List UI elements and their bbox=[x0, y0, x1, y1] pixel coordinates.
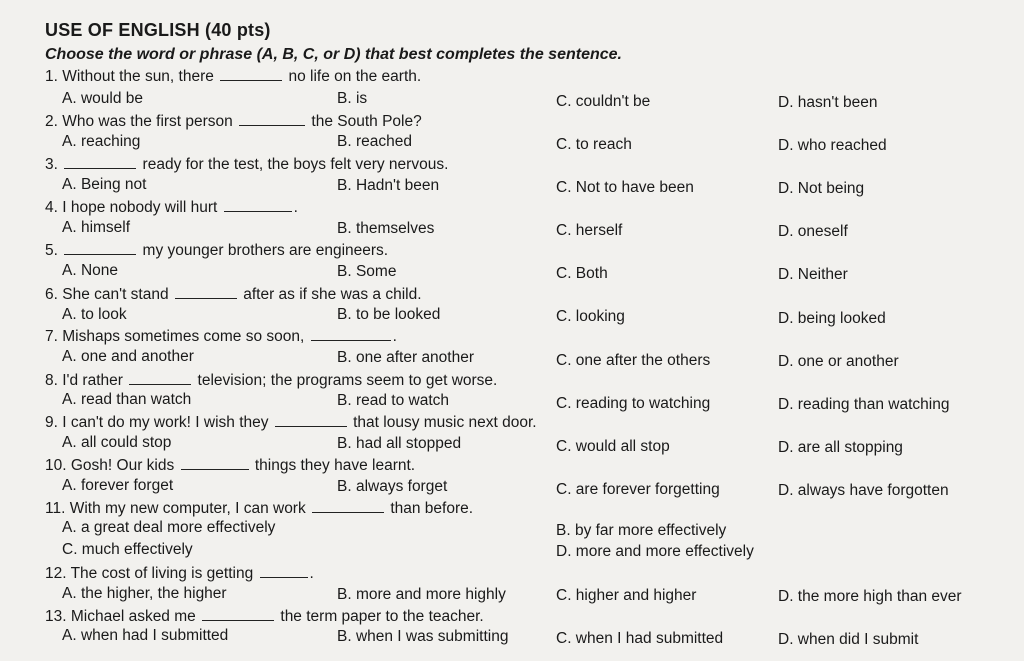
option-d: D. being looked bbox=[778, 310, 886, 327]
instructions: Choose the word or phrase (A, B, C, or D) that best completes the sentence. bbox=[45, 46, 622, 63]
option-a: A. to look bbox=[62, 306, 127, 323]
question-8: 8. I'd rather television; the programs seem to get worse. bbox=[45, 372, 498, 389]
option-b: B. by far more effectively bbox=[556, 522, 727, 539]
option-a: A. Being not bbox=[62, 176, 147, 193]
option-c: C. Not to have been bbox=[556, 179, 694, 196]
option-d: D. the more high than ever bbox=[778, 588, 962, 605]
question-6: 6. She can't stand after as if she was a child. bbox=[45, 286, 422, 303]
answer-blank bbox=[275, 412, 347, 427]
answer-blank bbox=[220, 66, 282, 81]
option-a: A. a great deal more effectively bbox=[62, 519, 276, 536]
option-c: C. higher and higher bbox=[556, 587, 697, 604]
option-c: C. when I had submitted bbox=[556, 630, 724, 647]
option-b: B. always forget bbox=[337, 478, 448, 495]
option-b: B. reached bbox=[337, 133, 412, 150]
answer-blank bbox=[175, 284, 237, 299]
question-5: 5. my younger brothers are engineers. bbox=[45, 242, 389, 259]
answer-blank bbox=[129, 370, 191, 385]
answer-blank bbox=[260, 563, 308, 578]
option-c: C. Both bbox=[556, 265, 608, 282]
option-b: B. Hadn't been bbox=[337, 177, 440, 194]
option-a: A. forever forget bbox=[62, 477, 174, 494]
option-c: C. would all stop bbox=[556, 438, 670, 455]
answer-blank bbox=[64, 154, 136, 169]
option-a: A. when had I submitted bbox=[62, 627, 229, 644]
option-d: D. always have forgotten bbox=[778, 482, 949, 499]
question-9: 9. I can't do my work! I wish they that lousy music next door. bbox=[45, 414, 537, 431]
answer-blank bbox=[181, 455, 249, 470]
option-c: C. herself bbox=[556, 222, 623, 239]
option-c: C. one after the others bbox=[556, 352, 711, 369]
option-a: A. all could stop bbox=[62, 434, 172, 451]
option-d: D. who reached bbox=[778, 137, 887, 154]
option-b: B. read to watch bbox=[337, 392, 450, 409]
option-a: A. one and another bbox=[62, 348, 194, 365]
option-c: C. are forever forgetting bbox=[556, 481, 720, 498]
option-d: D. more and more effectively bbox=[556, 543, 754, 560]
answer-blank bbox=[224, 197, 292, 212]
answer-blank bbox=[64, 240, 136, 255]
option-b: B. more and more highly bbox=[337, 586, 506, 603]
question-7: 7. Mishaps sometimes come so soon, . bbox=[45, 328, 397, 345]
option-c: C. looking bbox=[556, 308, 625, 325]
option-b: B. Some bbox=[337, 263, 397, 280]
option-d: D. oneself bbox=[778, 223, 848, 240]
option-d: D. Neither bbox=[778, 266, 848, 283]
option-a: A. himself bbox=[62, 219, 131, 236]
option-d: D. reading than watching bbox=[778, 396, 950, 413]
option-b: B. when I was submitting bbox=[337, 628, 509, 645]
section-title: USE OF ENGLISH (40 pts) bbox=[45, 20, 271, 40]
option-c: C. reading to watching bbox=[556, 395, 711, 412]
option-c: C. much effectively bbox=[62, 541, 193, 558]
option-b: B. to be looked bbox=[337, 306, 441, 323]
option-b: B. had all stopped bbox=[337, 435, 462, 452]
option-a: A. read than watch bbox=[62, 391, 192, 408]
question-10: 10. Gosh! Our kids things they have learnt. bbox=[45, 457, 416, 474]
question-12: 12. The cost of living is getting . bbox=[45, 565, 314, 582]
option-a: A. reaching bbox=[62, 133, 141, 150]
option-b: B. is bbox=[337, 90, 368, 107]
answer-blank bbox=[312, 498, 384, 513]
question-13: 13. Michael asked me the term paper to the teacher. bbox=[45, 608, 484, 625]
question-3: 3. ready for the test, the boys felt very nervous. bbox=[45, 156, 449, 173]
option-a: A. would be bbox=[62, 90, 143, 107]
question-11: 11. With my new computer, I can work than before. bbox=[45, 500, 474, 517]
question-1: 1. Without the sun, there no life on the earth. bbox=[45, 68, 422, 85]
option-d: D. hasn't been bbox=[778, 94, 878, 111]
option-d: D. one or another bbox=[778, 353, 899, 370]
option-d: D. Not being bbox=[778, 180, 865, 197]
option-b: B. one after another bbox=[337, 349, 475, 366]
option-d: D. when did I submit bbox=[778, 631, 919, 648]
option-c: C. couldn't be bbox=[556, 93, 651, 110]
option-c: C. to reach bbox=[556, 136, 632, 153]
question-2: 2. Who was the first person the South Pole? bbox=[45, 113, 422, 130]
option-d: D. are all stopping bbox=[778, 439, 903, 456]
question-4: 4. I hope nobody will hurt . bbox=[45, 199, 298, 216]
option-b: B. themselves bbox=[337, 220, 435, 237]
option-a: A. None bbox=[62, 262, 119, 279]
option-a: A. the higher, the higher bbox=[62, 585, 227, 602]
answer-blank bbox=[311, 326, 391, 341]
answer-blank bbox=[239, 111, 305, 126]
answer-blank bbox=[202, 606, 274, 621]
